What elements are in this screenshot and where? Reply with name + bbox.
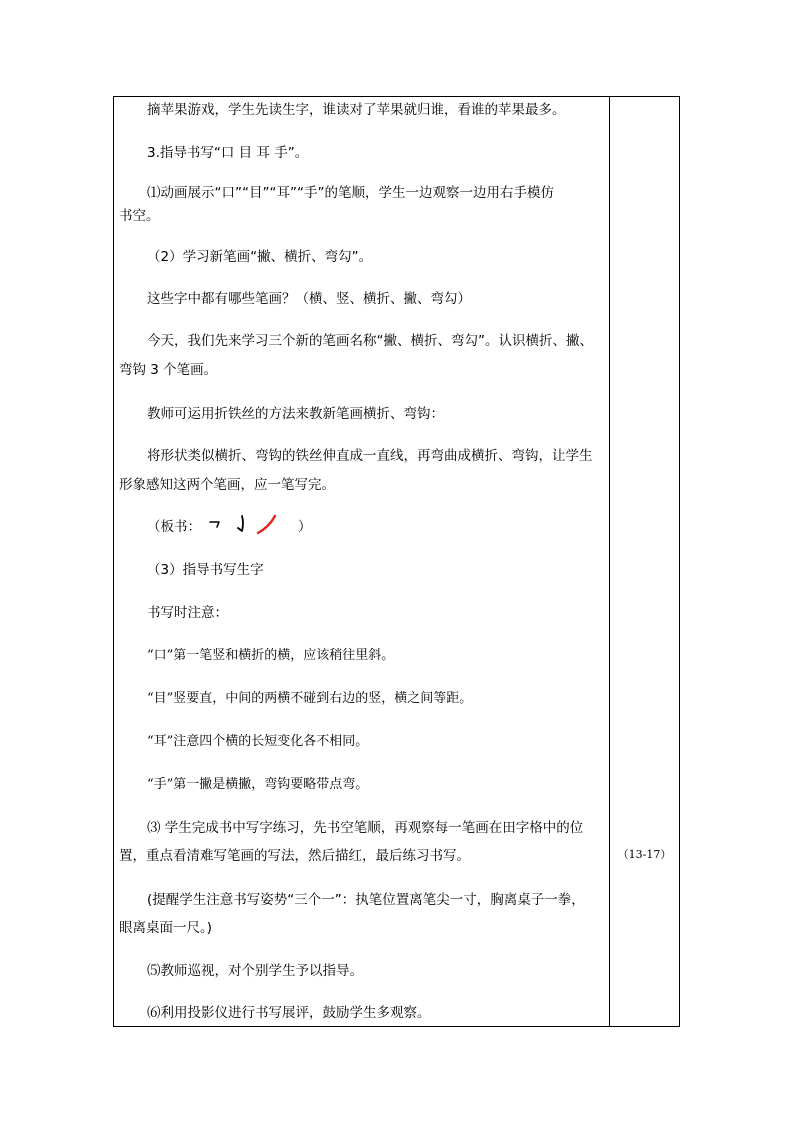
text-line: 书写时注意：: [147, 605, 228, 621]
text-line: “耳”注意四个横的长短变化各不相同。: [147, 734, 369, 749]
lesson-table: [113, 96, 680, 1027]
stroke-illustration: [207, 513, 307, 537]
time-column: [610, 97, 679, 1026]
time-reference: （13-17）: [617, 848, 672, 861]
text-line: 将形状类似横折、弯钩的铁丝伸直成一直线，再弯曲成横折、弯钩，让学生: [147, 448, 593, 464]
text-line: ⑹利用投影仪进行书写展评，鼓励学生多观察。: [147, 1005, 431, 1021]
text-line: ⑶ 学生完成书中写字练习，先书空笔顺，再观察每一笔画在田字格中的位: [147, 820, 584, 836]
hengzhe-stroke-icon: [210, 522, 219, 527]
text-line: “手”第一撇是横撇，弯钩要略带点弯。: [147, 777, 369, 792]
board-writing-line: [147, 519, 201, 536]
board-writing-open: （板书：: [147, 519, 201, 535]
text-line: 3.指导书写“口 目 耳 手”。: [147, 145, 309, 161]
text-line: (提醒学生注意书写姿势“三个一”：执笔位置离笔尖一寸，胸离桌子一拳，: [147, 892, 585, 908]
text-line: 摘苹果游戏，学生先读生字，谁读对了苹果就归谁，看谁的苹果最多。: [147, 102, 566, 118]
text-line: ⑴动画展示“口”“目”“耳”“手”的笔顺，学生一边观察一边用右手模仿: [147, 185, 554, 201]
text-line: 这些字中都有哪些笔画？（横、竖、横折、撇、弯勾）: [147, 291, 471, 307]
text-line: “口”第一笔竖和横折的横，应该稍往里斜。: [147, 648, 395, 663]
text-line: 置，重点看清难写笔画的写法，然后描红，最后练习书写。: [119, 848, 470, 864]
wangou-stroke-icon: [238, 516, 243, 531]
text-line: 书空。: [119, 208, 160, 224]
text-line: （3）指导书写生字: [147, 562, 264, 578]
text-line: 眼离桌面一尺。): [119, 920, 213, 936]
board-writing-close: ）: [298, 519, 312, 535]
text-line: 今天，我们先来学习三个新的笔画名称“撇、横折、弯勾”。认识横折、撇、: [147, 333, 593, 349]
text-line: （2）学习新笔画“撇、横折、弯勾”。: [147, 249, 373, 265]
text-line: ⑸教师巡视，对个别学生予以指导。: [147, 963, 363, 979]
text-line: 形象感知这两个笔画，应一笔写完。: [119, 477, 335, 493]
text-line: “目”竖要直，中间的两横不碰到右边的竖，横之间等距。: [147, 691, 473, 706]
text-line: 教师可运用折铁丝的方法来教新笔画横折、弯钩：: [147, 406, 444, 422]
pie-stroke-icon: [258, 516, 275, 533]
text-line: 弯钩 3 个笔画。: [119, 362, 218, 378]
lesson-content-column: [114, 97, 609, 1026]
